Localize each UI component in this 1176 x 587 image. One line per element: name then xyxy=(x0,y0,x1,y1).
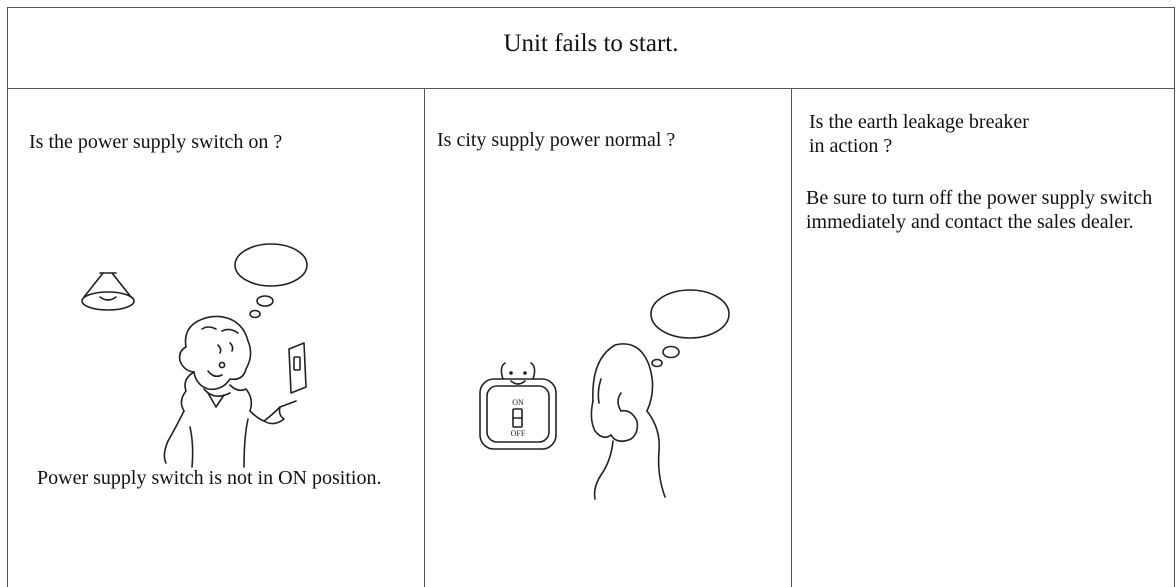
note-power-switch: Power supply switch is not in ON position. xyxy=(37,467,382,489)
question-power-switch: Is the power supply switch on ? xyxy=(29,131,283,153)
question-earth-leakage-line2: in action ? xyxy=(809,135,893,157)
page-title: Unit fails to start. xyxy=(8,8,1174,89)
switch-off-label: OFF xyxy=(510,429,526,438)
person-icon xyxy=(591,344,665,499)
question-city-power: Is city supply power normal ? xyxy=(437,129,676,151)
column-power-switch xyxy=(8,89,425,587)
question-earth-leakage xyxy=(809,110,1029,158)
person-and-outlet-illustration xyxy=(425,89,792,509)
question-earth-leakage-line1: Is the earth leakage breaker xyxy=(809,111,1029,133)
thought-bubble-icon xyxy=(235,244,307,318)
note-earth-leakage: Be sure to turn off the power supply switch immediately and contact the sales dealer. xyxy=(806,187,1153,233)
column-city-power xyxy=(425,89,792,587)
person-checking-switch-illustration xyxy=(8,89,425,469)
switch-plate-icon xyxy=(480,363,556,449)
switch-on-label: ON xyxy=(512,398,524,407)
wall-switch-icon xyxy=(289,343,306,393)
person-icon xyxy=(164,316,296,467)
thought-bubble-icon xyxy=(651,290,729,367)
column-earth-leakage xyxy=(792,89,1174,587)
troubleshooting-table xyxy=(7,7,1175,587)
lamp-icon xyxy=(82,273,134,310)
